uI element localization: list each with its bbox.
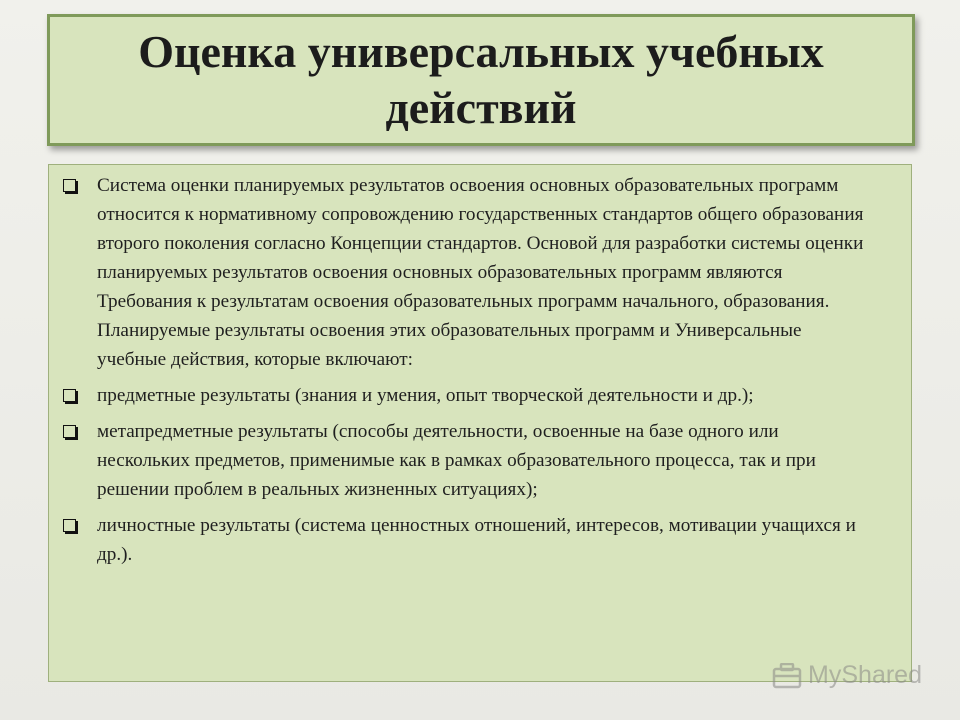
bullet-list: [59, 171, 871, 569]
title-panel: [47, 14, 915, 146]
watermark-text: MyShared: [808, 661, 922, 689]
checkbox-bullet-icon: [63, 425, 76, 438]
myshared-watermark: [772, 661, 922, 690]
bullet-text: предметные результаты (знания и умения, опыт творческой деятельности и др.);: [97, 385, 754, 406]
slide-title: Оценка универсальных учебных действий: [138, 26, 824, 133]
bullet-item: [59, 417, 871, 504]
checkbox-bullet-icon: [63, 519, 76, 532]
content-panel: [48, 164, 912, 682]
bullet-item: [59, 171, 871, 374]
myshared-logo-icon: [772, 663, 802, 689]
bullet-text: личностные результаты (система ценностных отношений, интересов, мотивации учащихся и др.).: [97, 515, 856, 565]
checkbox-bullet-icon: [63, 389, 76, 402]
checkbox-bullet-icon: [63, 179, 76, 192]
bullet-item: [59, 511, 871, 569]
bullet-item: [59, 381, 871, 410]
bullet-text: Система оценки планируемых результатов освоения основных образовательных программ относится к нормативному сопровождению государственных стандартов общего образования второго поколения согласно Концепции стандартов. Основой для разработки системы оценки планируемых результатов освоения основных образовательных программ являются Требования к результатам освоения образовательных программ начального, образования. Планируемые результаты освоения этих образовательных программ и Универсальные учебные действия, которые включают:: [97, 175, 864, 370]
bullet-text: метапредметные результаты (способы деятельности, освоенные на базе одного или нескольких предметов, применимые как в рамках образовательного процесса, так и при решении проблем в реальных жизненных ситуациях);: [97, 421, 816, 500]
